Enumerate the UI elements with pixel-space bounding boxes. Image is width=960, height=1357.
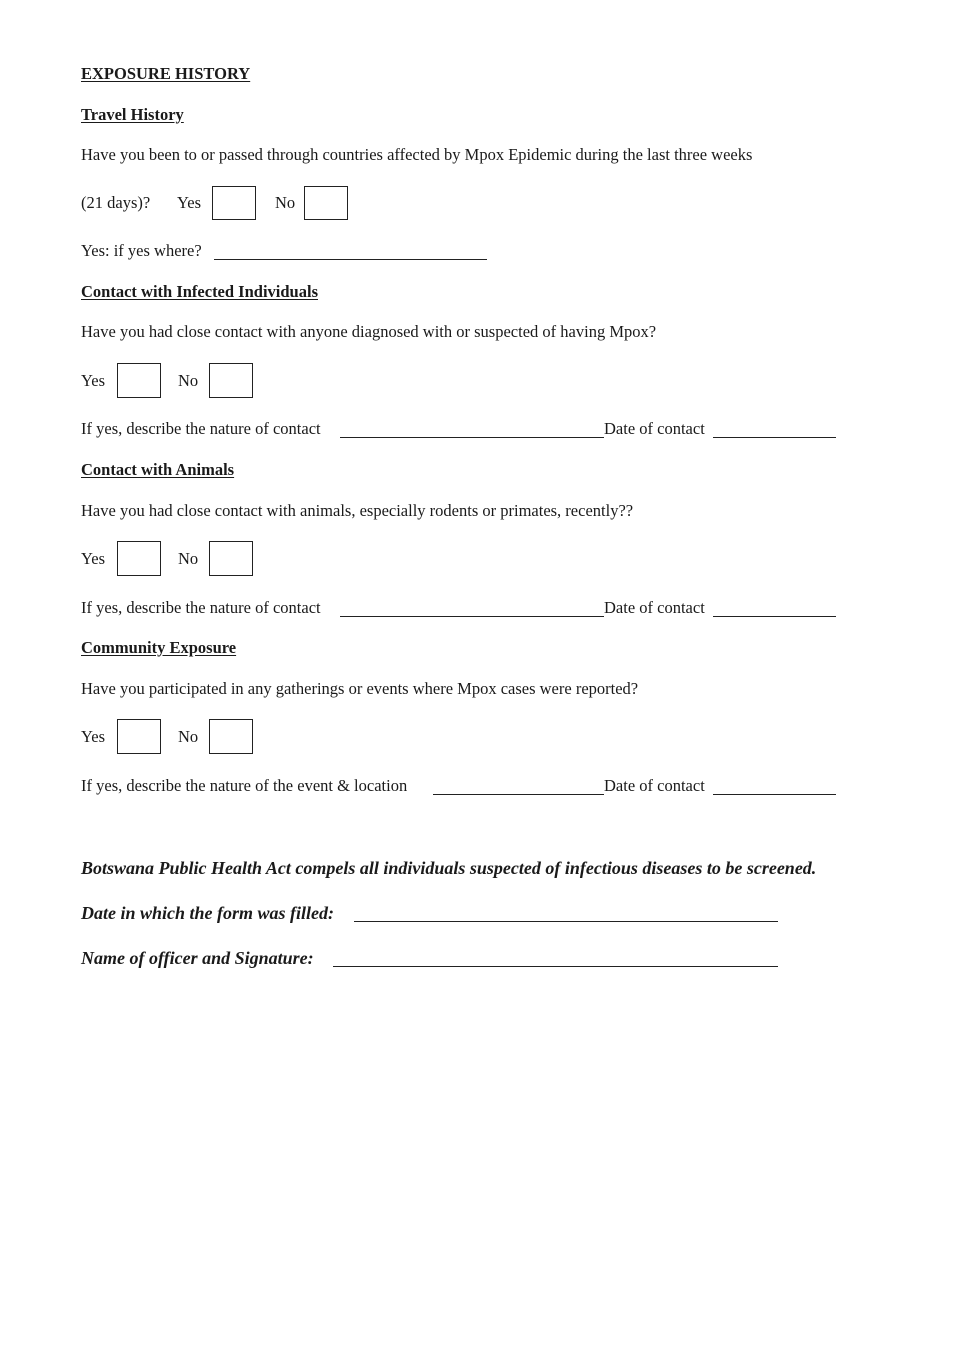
contact-animals-date-label: Date of contact (604, 598, 705, 617)
travel-no-label: No (275, 193, 296, 212)
travel-question-cont: (21 days)? (81, 193, 151, 212)
community-exposure-heading: Community Exposure (81, 638, 237, 657)
community-no-label: No (178, 727, 199, 746)
contact-infected-question: Have you had close contact with anyone diagnosed with or suspected of having Mpox? (81, 322, 657, 341)
contact-animals-describe-label: If yes, describe the nature of contact (81, 598, 321, 617)
contact-infected-describe-field[interactable] (340, 437, 604, 438)
contact-animals-date-field[interactable] (713, 616, 836, 617)
contact-infected-yes-label: Yes (81, 371, 106, 390)
travel-history-heading: Travel History (81, 105, 184, 124)
contact-infected-date-label: Date of contact (604, 419, 705, 438)
date-filled-label: Date in which the form was filled: (81, 903, 335, 923)
contact-animals-yes-checkbox[interactable] (117, 541, 161, 576)
page-title: EXPOSURE HISTORY (81, 64, 251, 83)
contact-infected-yes-checkbox[interactable] (117, 363, 161, 398)
date-filled-field[interactable] (354, 921, 778, 922)
travel-question: Have you been to or passed through countries affected by Mpox Epidemic during the last three weeks (81, 145, 753, 164)
travel-yes-label: Yes (177, 193, 202, 212)
officer-signature-field[interactable] (333, 966, 778, 967)
community-yes-label: Yes (81, 727, 106, 746)
contact-animals-heading: Contact with Animals (81, 460, 235, 479)
community-date-label: Date of contact (604, 776, 705, 795)
contact-animals-no-checkbox[interactable] (209, 541, 253, 576)
contact-infected-describe-label: If yes, describe the nature of contact (81, 419, 321, 438)
community-yes-checkbox[interactable] (117, 719, 161, 754)
community-no-checkbox[interactable] (209, 719, 253, 754)
contact-animals-yes-label: Yes (81, 549, 106, 568)
contact-animals-question: Have you had close contact with animals, especially rodents or primates, recently?? (81, 501, 634, 520)
community-date-field[interactable] (713, 794, 836, 795)
officer-signature-label: Name of officer and Signature: (81, 948, 314, 968)
travel-where-label: Yes: if yes where? (81, 241, 202, 260)
contact-infected-no-label: No (178, 371, 199, 390)
community-describe-label: If yes, describe the nature of the event & location (81, 776, 408, 795)
contact-animals-describe-field[interactable] (340, 616, 604, 617)
community-question: Have you participated in any gatherings or events where Mpox cases were reported? (81, 679, 639, 698)
community-describe-field[interactable] (433, 794, 604, 795)
travel-yes-checkbox[interactable] (212, 186, 256, 220)
contact-animals-no-label: No (178, 549, 199, 568)
contact-infected-no-checkbox[interactable] (209, 363, 253, 398)
travel-no-checkbox[interactable] (304, 186, 348, 220)
contact-infected-date-field[interactable] (713, 437, 836, 438)
contact-infected-heading: Contact with Infected Individuals (81, 282, 318, 301)
travel-where-field[interactable] (214, 259, 487, 260)
public-health-act-statement: Botswana Public Health Act compels all individuals suspected of infectious diseases to be screened. (81, 858, 817, 878)
